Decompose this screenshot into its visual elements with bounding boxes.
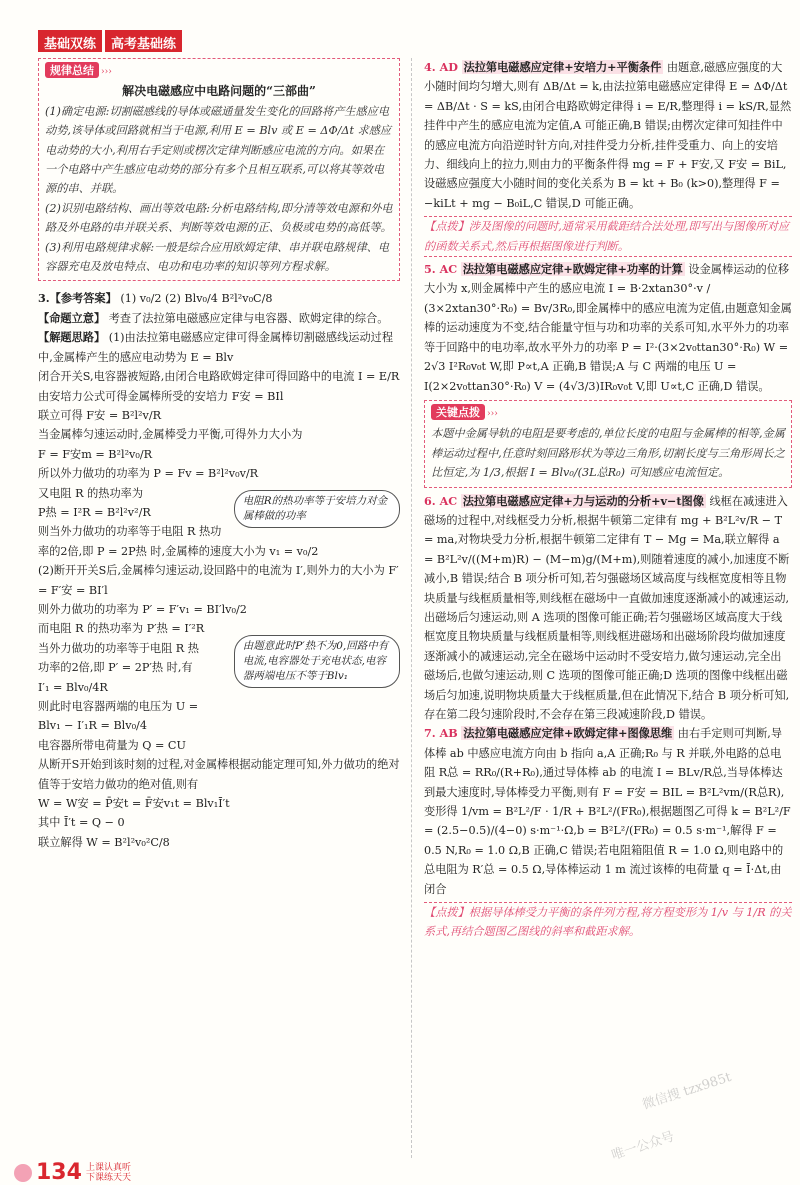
q3-intent: [38, 309, 400, 328]
q3-line: 当外力做功的功率等于电阻 R 热: [38, 641, 199, 655]
q3-line: 则外力做功的功率为 P′ = F′v₁ = BI′lv₀/2: [38, 602, 247, 616]
hint-bubble-1: 电阻R的热功率等于安培力对金属棒做的功率: [234, 490, 400, 528]
header-tab-basic: 基础双练: [38, 30, 102, 52]
q3-line: 所以外力做功的功率为 P = Fv = B²l²v₀v/R: [38, 467, 259, 481]
q4-head: 4. AD: [424, 60, 458, 74]
hint-bubble-2: 由题意此时P′热不为0,回路中有电流,电容器处于充电状态,电容器两端电压不等于Blv₁: [234, 635, 400, 688]
q5-tip: 本题中金属导轨的电阻是要考虑的,单位长度的电阻与金属棒的相等,金属棒运动过程中,任意时刻回路形状为等边三角形,切割长度与三角形周长之比恒定,为 1/3,根据 I = Blv₀/(3L总R₀) 可知感应电流恒定。: [431, 427, 785, 480]
q4-title: 法拉第电磁感应定律+安培力+平衡条件: [463, 60, 662, 74]
q7-text: 由右手定则可判断,导体棒 ab 中感应电流方向由 b 指向 a,A 正确;R₀ 与 R 并联,外电路的总电阻 R总 = RR₀/(R+R₀),通过导体棒 ab 的电流 I = BLv/R总,当导体棒达到最大速度时,导体棒受力平衡,则有 F = F安 = BIL = B²L²vm/(R总R),变形得 1/vm = B²L²/F · 1/R + B²L²/(FR₀),根据题图乙可得 k = B²L²/F = (2.5−0.5)/(4−0) s·m⁻¹·Ω,b = B²L²/(FR₀) = 0.5 s·m⁻¹,解得 F = 0.5 N,R₀ = 1.0 Ω,B 正确,C 错误;若电阻箱阻值 R = 1.0 Ω,则电路中的总电阻为 R′总 = 0.5 Ω,导体棒运动 1 m 流过该棒的电荷量 q = Ī·Δt,由闭合: [424, 727, 791, 896]
q3-line: 率的2倍,即 P = 2P热 时,金属棒的速度大小为 v₁ = v₀/2: [38, 544, 319, 558]
footer-line1: 上课认真听: [85, 1162, 131, 1173]
q3-line: 而电阻 R 的热功率为 P′热 = I′²R: [38, 622, 205, 636]
right-column: [424, 58, 792, 942]
summary-p3: (3)利用电路规律求解:一般是综合应用欧姆定律、串并联电路规律、电容器充电及放电特点、电功和电功率的知识等列方程求解。: [45, 240, 390, 274]
q3-line: 闭合开关S,电容器被短路,由闭合电路欧姆定律可得回路中的电流 I = E/R: [38, 370, 400, 384]
q6-title: 法拉第电磁感应定律+力与运动的分析+v−t图像: [462, 493, 704, 508]
q3-line: 当金属棒匀速运动时,金属棒受力平衡,可得外力大小为: [38, 428, 303, 442]
q3-line: 功率的2倍,即 P′ = 2P′热 时,有: [38, 661, 193, 675]
watermark-1: 微信搜 tzx985t: [640, 1069, 734, 1113]
q5-block: [424, 260, 792, 396]
q7-head: 7. AB: [424, 726, 458, 741]
q3-line: I′₁ = Blv₀/4R: [38, 680, 108, 694]
q3-intent-text: 考查了法拉第电磁感应定律与电容器、欧姆定律的综合。: [108, 311, 389, 325]
q3-line: 其中 Ī′t = Q − 0: [38, 816, 125, 830]
q3-idea-label: 【解题思路】: [38, 330, 106, 345]
arrows-icon: ›››: [487, 408, 498, 419]
q6-block: [424, 492, 792, 725]
page-footer: [14, 1160, 131, 1185]
q5-head: 5. AC: [424, 262, 458, 277]
summary-title: 解决电磁感应中电路问题的“三部曲”: [122, 84, 316, 99]
q6-text: 线框在减速进入磁场的过程中,对线框受力分析,根据牛顿第二定律有 mg + B²L²v/R − T = ma,对物块受力分析,根据牛顿第二定律有 T − Mg = Ma,联立解得 a = B²L²v/((M+m)R) − (M−m)g/(M+m),则随着速度的减小,加速度不断减小,B 错误;结合 B 项分析可知,若匀强磁场区域高度与线框宽度相等且物块质量与线框质量相等,则线框在磁场中一直做加速度逐渐减小的减速运动,出磁场后匀速运动,则 A 选项的图像可能正确;若匀强磁场区域高度大于线框宽度且物块质量与线框质量相等,则线框进磁场和出磁场阶段均做加速度逐渐减小的减速运动,完全在磁场中运动时不受安培力,做匀速运动,完全出磁场后,也做匀速运动,则 C 选项的图像可能正确;D 选项的图像中线框出磁场后匀加速,说明物块质量大于线框质量,但在此情况下,结合 B 项分析可知,存在第二段匀速阶段时,不会存在第三段减速阶段,D 错误。: [424, 494, 790, 721]
q4-block: [424, 58, 792, 213]
q5-tip-box: [424, 400, 792, 488]
q3-head: 3.【参考答案】: [38, 291, 117, 306]
footer-slogan: [86, 1163, 131, 1183]
q3-intent-label: 【命题立意】: [38, 310, 106, 325]
q3-line: Blv₁ − I′₁R = Blv₀/4: [38, 719, 147, 733]
q3-idea: [38, 328, 400, 367]
q3-line: 电容器所带电荷量为 Q = CU: [38, 738, 186, 752]
q3-line: 联立解得 W = B²l²v₀²C/8: [38, 835, 170, 849]
footer-line2: 下课练天天: [85, 1172, 131, 1183]
summary-p2: (2)识别电路结构、画出等效电路:分析电路结构,即分清等效电源和外电路及外电路的串并联关系、判断等效电源的正、负极或电势的高低等。: [45, 201, 393, 235]
q3-answer: [38, 289, 400, 308]
summary-tag: 规律总结: [45, 62, 99, 78]
left-column: [38, 58, 400, 852]
q3-line: 则此时电容器两端的电压为 U =: [38, 700, 199, 713]
column-divider: [411, 58, 412, 1158]
q7-title: 法拉第电磁感应定律+欧姆定律+图像思维: [463, 726, 673, 741]
q5-title: 法拉第电磁感应定律+欧姆定律+功率的计算: [462, 262, 683, 277]
q3-line: W = W安 = P̄安t = F̄安v₁t = Blv₁Ī′t: [38, 797, 230, 811]
section-header: [38, 30, 185, 52]
q6-head: 6. AC: [424, 493, 458, 508]
q4-text: 由题意,磁感应强度的大小随时间均匀增大,则有 ΔB/Δt = k,由法拉第电磁感应定律得 E = ΔΦ/Δt = ΔB/Δt · S = kS,由闭合电路欧姆定律得 i = E/R,整理得 i = kS/R,显然挂件中产生的感应电流为定值,A 可能正确,B 错误;由楞次定律可知挂件中的感应电流方向沿逆时针方向,对挂件受力分析,挂件受重力、向上的安培力、细线向上的拉力,则由力的平衡条件得 mg = F + F安,又 F安 = BiL,设磁感应强度大小随时间的变化关系为 B = kt + B₀ (k>0),整理得 F = −kiLt + mg − B₀iL,C 错误,D 可能正确。: [424, 61, 792, 210]
summary-p1: (1)确定电源:切割磁感线的导体或磁通量发生变化的回路将产生感应电动势,该导体或回路就相当于电源,利用 E = Blv 或 E = ΔΦ/Δt 求感应电动势的大小,利用右手定则或楞次定律判断感应电流的方向。如果在一个电路中产生感应电动势的部分有多个且相互联系,可以将其等效电源的串、并联。: [45, 104, 392, 196]
q3-line: 联立可得 F安 = B²l²v/R: [38, 408, 162, 422]
q3-answer-text: (1) v₀/2 (2) Blv₀/4 B²l²v₀C/8: [120, 292, 273, 306]
q3-line: 则当外力做功的功率等于电阻 R 热功: [38, 525, 222, 539]
q3-line: (1)由法拉第电磁感应定律可得金属棒切割磁感线运动过程中,金属棒产生的感应电动势为 E = Blv: [38, 331, 394, 364]
q3-line: F = F安m = B²l²v₀/R: [38, 447, 153, 461]
arrows-icon: ›››: [101, 67, 112, 77]
q3-line: 由安培力公式可得金属棒所受的安培力 F安 = BIl: [38, 389, 284, 403]
q7-block: [424, 724, 792, 899]
tip-tag: 关键点拨: [431, 404, 485, 420]
q5-text: 设金属棒运动的位移大小为 x,则金属棒中产生的感应电流 I = B·2xtan30°·v / (3×2xtan30°·R₀) = Bv/3R₀,即金属棒中的感应电流为定值,由题意知金属棒的运动速度为不变,结合能量守恒与功和功率的关系可知,水平外力的功率等于回路中的电功率,故水平外力的功率 P = I²·(3×2v₀ttan30°·R₀) W = 2√3 I²R₀v₀t W,即 P∝t,A 正确,B 错误;A 与 C 两端的电压 U = I(2×2v₀ttan30°·R₀) V = (4√3/3)IR₀v₀t V,即 U∝t,C 正确,D 错误。: [424, 263, 792, 393]
watermark-2: 唯一公众号: [609, 1129, 677, 1164]
q4-note: 【点拨】涉及图像的问题时,通常采用截距结合法处理,即写出与图像所对应的函数关系式,然后再根据图像进行判断。: [424, 216, 792, 257]
summary-box: [38, 58, 400, 281]
flower-icon: [14, 1164, 32, 1182]
q3-line: 又电阻 R 的热功率为: [38, 486, 144, 500]
q3-line: 从断开S开始到该时刻的过程,对金属棒根据动能定理可知,外力做功的绝对值等于安培力做功的绝对值,则有: [38, 758, 400, 791]
q3-line: (2)断开开关S后,金属棒匀速运动,设回路中的电流为 I′,则外力的大小为 F′ = F′安 = BI′l: [38, 564, 399, 597]
q7-note: 【点拨】根据导体棒受力平衡的条件列方程,将方程变形为 1/v 与 1/R 的关系式,再结合题图乙图线的斜率和截距求解。: [424, 902, 792, 942]
q3-line: P热 = I²R = B²l²v²/R: [38, 505, 151, 519]
header-tab-gaokao: 高考基础练: [105, 30, 182, 52]
page-number: 134: [36, 1160, 82, 1185]
